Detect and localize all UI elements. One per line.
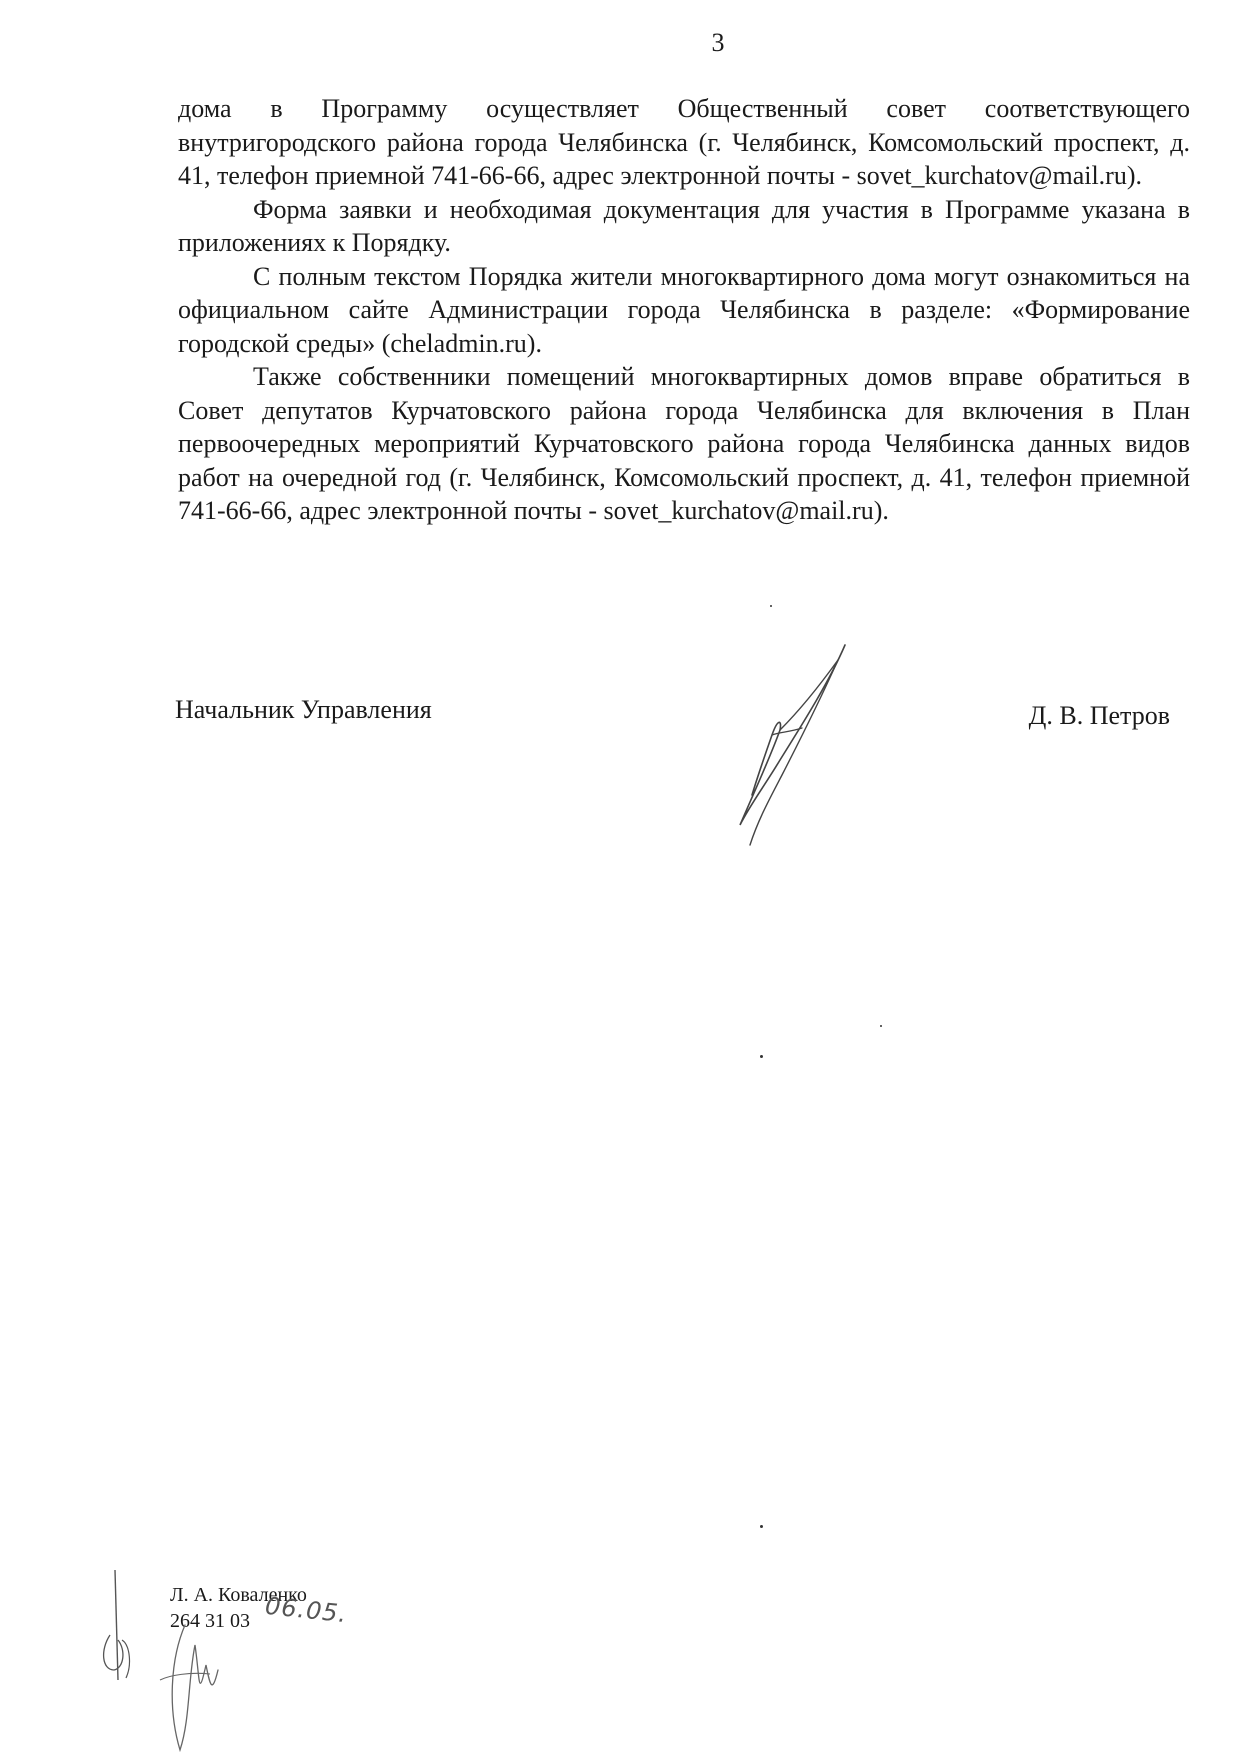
scan-speck — [880, 1025, 882, 1027]
scan-speck — [760, 1055, 763, 1058]
executor-phone: 264 31 03 — [170, 1610, 250, 1632]
paragraph-application-form: Форма заявки и необходимая документация для участия в Программе указана в приложениях к Порядку. — [178, 194, 1190, 257]
paragraph-council-appeal: Также собственники помещений многоквартирных домов вправе обратиться в Совет депутатов Курчатовского района города Челябинска для включения в План первоочередных мероприятий Курчатовского района города Челябинска данных видов работ на очередной год (г. Челябинск, Комсомольский проспект, д. 41, телефон приемной 741-66-66, адрес электронной почты - sovet_kurchatov@mail.ru). — [178, 362, 1190, 525]
letter-body — [178, 92, 1190, 528]
handwritten-signature — [710, 640, 870, 850]
executor-name: Л. А. Коваленко — [170, 1584, 307, 1606]
paragraph-continuation: дома в Программу осуществляет Общественный совет соответствующего внутригородского района города Челябинска (г. Челябинск, Комсомольский проспект, д. 41, телефон приемной 741-66-66, адрес электронной почты - sovet_kurchatov@mail.ru). — [178, 94, 1190, 190]
paragraph-full-text: С полным текстом Порядка жители многоквартирного дома могут ознакомиться на официальном сайте Администрации города Челябинска в разделе: «Формирование городской среды» (cheladmin.ru). — [178, 261, 1190, 358]
signature-block — [175, 695, 1190, 735]
signatory-name: Д. В. Петров — [1028, 701, 1170, 730]
scan-speck — [760, 1525, 763, 1528]
scan-speck — [770, 605, 772, 607]
signatory-title: Начальник Управления — [175, 695, 432, 724]
page-number: 3 — [711, 28, 725, 57]
handwritten-date: 06.05. — [263, 1591, 349, 1629]
